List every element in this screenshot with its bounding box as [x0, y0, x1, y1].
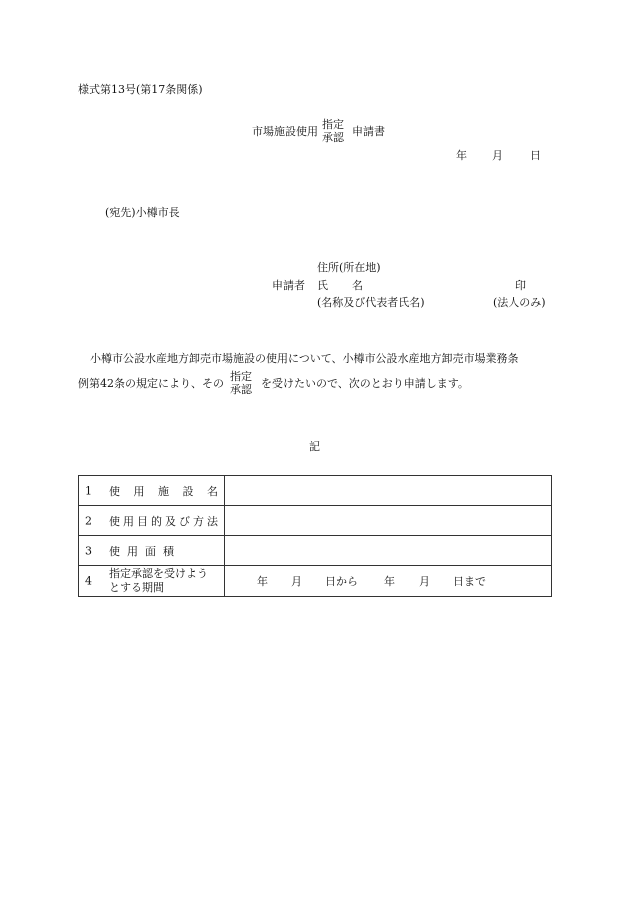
period-year-1: 年 [257, 575, 268, 588]
period-month-2: 月 [419, 575, 430, 588]
body-stack [230, 370, 252, 396]
date-year: 年 [456, 149, 467, 162]
date-day: 日 [530, 149, 541, 162]
form-number: 様式第13号(第17条関係) [78, 83, 203, 96]
name-label-1: 氏 [317, 279, 328, 292]
period-cell[interactable] [225, 566, 552, 597]
item-label-cell [79, 476, 225, 506]
title-stack-bottom: 承認 [322, 131, 344, 144]
item-number: 1 [85, 484, 92, 497]
item-number: 4 [85, 574, 92, 588]
item-value-cell[interactable] [225, 506, 552, 536]
item-number: 3 [85, 544, 92, 557]
body-line-2-suffix: を受けたいので、次のとおり申請します。 [261, 377, 469, 390]
item-label: 指定承認を受けようとする期間 [109, 567, 208, 594]
period-month-1: 月 [291, 575, 302, 588]
title-suffix: 申請書 [352, 125, 385, 138]
item-label-cell [79, 506, 225, 536]
body-line-2-prefix: 例第42条の規定により、その [78, 377, 224, 390]
item-label-cell [79, 536, 225, 566]
item-label-cell [79, 566, 225, 597]
table-row [79, 536, 552, 566]
seal-note: (法人のみ) [493, 296, 546, 309]
period-day-to: 日まで [453, 575, 486, 588]
title-stack-top: 指定 [322, 118, 344, 131]
item-label: 使用施設名 [109, 484, 218, 498]
period-day-from: 日から [325, 575, 358, 588]
title-stack [322, 118, 344, 144]
item-number: 2 [85, 514, 92, 527]
item-label: 使用面積 [109, 544, 174, 558]
title-prefix: 市場施設使用 [252, 125, 318, 138]
addressee: (宛先)小樽市長 [105, 206, 180, 219]
item-label: 使用目的及び方法 [109, 514, 218, 528]
name-note: (名称及び代表者氏名) [317, 296, 425, 309]
table-row [79, 476, 552, 506]
body-line-1: 小樽市公設水産地方卸売市場施設の使用について、小樽市公設水産地方卸売市場業務条 [90, 352, 519, 365]
ki-heading: 記 [309, 440, 320, 453]
period-year-2: 年 [384, 575, 395, 588]
seal-mark: 印 [515, 279, 526, 292]
applicant-role-label: 申請者 [272, 279, 305, 292]
table-row [79, 506, 552, 536]
body-stack-bottom: 承認 [230, 383, 252, 396]
date-month: 月 [492, 149, 503, 162]
item-value-cell[interactable] [225, 476, 552, 506]
items-table [78, 475, 552, 597]
table-row [79, 566, 552, 597]
item-value-cell[interactable] [225, 536, 552, 566]
name-label-2: 名 [352, 279, 363, 292]
address-label: 住所(所在地) [317, 261, 381, 274]
body-stack-top: 指定 [230, 370, 252, 383]
